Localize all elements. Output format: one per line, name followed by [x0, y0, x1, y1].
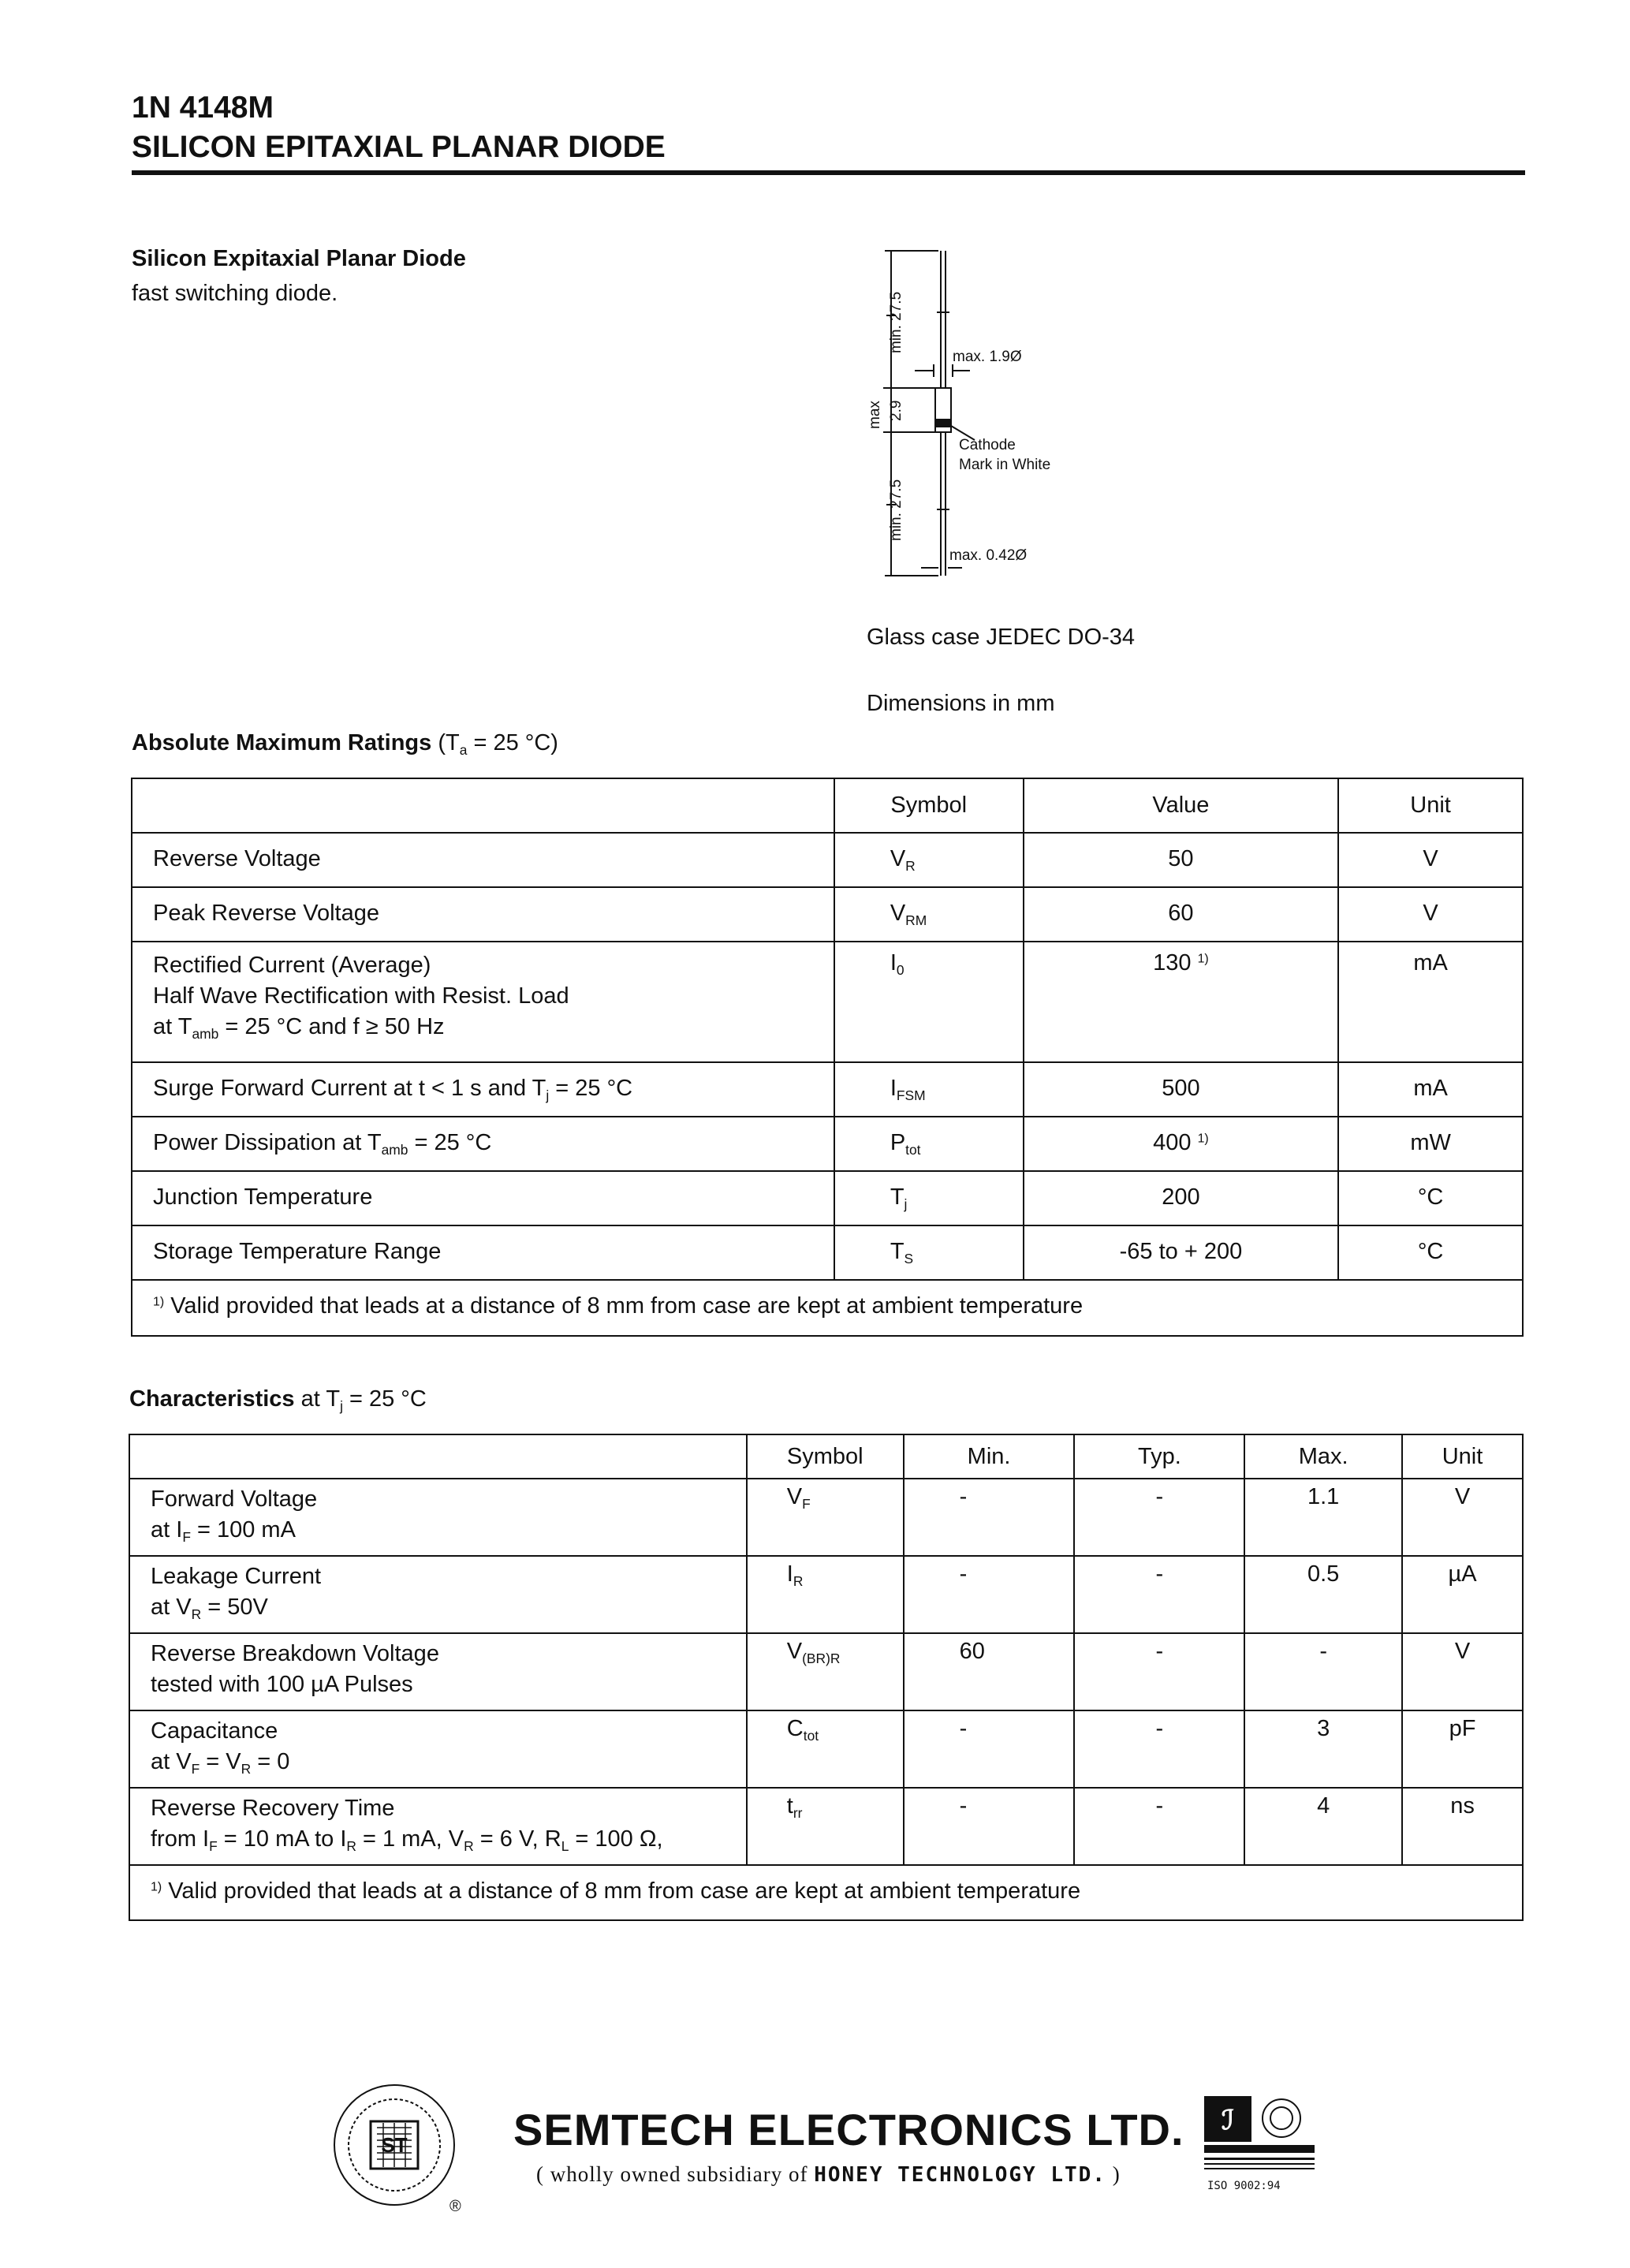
- symbol-cell: $V_R$: [834, 833, 1024, 887]
- unit-cell: ns: [1402, 1788, 1523, 1865]
- unit-cell: µA: [1402, 1556, 1523, 1633]
- intro-text: fast switching diode.: [132, 281, 338, 306]
- param-cell: Leakage Current at $V_R = 50V$: [129, 1556, 747, 1633]
- header-cell-empty: [132, 778, 834, 833]
- header-symbol: Symbol: [834, 778, 1024, 833]
- footnote-cell: $^{1)}$ Valid provided that leads at a distance of 8 mm from case are kept at ambient temperature: [129, 1865, 1523, 1920]
- table-row: [132, 942, 1523, 1062]
- value-cell: 200: [1024, 1171, 1339, 1225]
- characteristics-table: [129, 1434, 1524, 1921]
- table-row: [132, 887, 1523, 942]
- table-header-row: [132, 778, 1523, 833]
- header-symbol: Symbol: [747, 1434, 904, 1479]
- body-length-label: 2.9: [888, 400, 905, 421]
- symbol-cell: $t_{rr}$: [747, 1788, 904, 1865]
- param-cell: Junction Temperature: [132, 1171, 834, 1225]
- footnote-row: [132, 1280, 1523, 1336]
- unit-cell: mW: [1338, 1117, 1523, 1171]
- absolute-max-ratings-table: [131, 778, 1524, 1337]
- min-cell: 60: [904, 1633, 1075, 1710]
- header-unit: Unit: [1402, 1434, 1523, 1479]
- characteristics-heading: Characteristics at $T_j = 25$ °C: [129, 1386, 427, 1415]
- unit-cell: V: [1402, 1633, 1523, 1710]
- semtech-logo-icon: [331, 2082, 469, 2216]
- footnote-cell: $^{1)}$ Valid provided that leads at a distance of 8 mm from case are kept at ambient temperature: [132, 1280, 1523, 1336]
- symbol-cell: $C_{tot}$: [747, 1710, 904, 1788]
- value-cell: -65 to + 200: [1024, 1225, 1339, 1280]
- min-lead-bottom-label: min. 27.5: [888, 479, 905, 541]
- symbol-cell: $T_S$: [834, 1225, 1024, 1280]
- abs-max-heading: Absolute Maximum Ratings ($T_a = 25$ °C): [132, 730, 558, 759]
- min-lead-top-label: min. 27.5: [888, 291, 905, 353]
- table-row: [129, 1788, 1523, 1865]
- max-cell: 0.5: [1244, 1556, 1402, 1633]
- symbol-cell: $I_{FSM}$: [834, 1062, 1024, 1117]
- header-typ: Typ.: [1074, 1434, 1244, 1479]
- symbol-cell: $P_{tot}$: [834, 1117, 1024, 1171]
- part-number: 1N 4148M: [132, 91, 274, 125]
- table-row: [132, 1062, 1523, 1117]
- title-rule: [132, 170, 1525, 175]
- typ-cell: -: [1074, 1633, 1244, 1710]
- table-row: [132, 1225, 1523, 1280]
- header-unit: Unit: [1338, 778, 1523, 833]
- unit-cell: mA: [1338, 1062, 1523, 1117]
- typ-cell: -: [1074, 1788, 1244, 1865]
- cathode-band: [935, 420, 951, 427]
- dimensions-note: Dimensions in mm: [867, 691, 1055, 716]
- header-value: Value: [1024, 778, 1339, 833]
- param-cell: Rectified Current (Average) Half Wave Rectification with Resist. Load at $T_{amb} = 25$ °C and f ≥ 50 Hz: [132, 942, 834, 1062]
- table-row: [132, 1117, 1523, 1171]
- min-cell: -: [904, 1710, 1075, 1788]
- symbol-cell: $T_j$: [834, 1171, 1024, 1225]
- param-cell: Reverse Breakdown Voltage tested with 100 µA Pulses: [129, 1633, 747, 1710]
- symbol-cell: $V_{(BR)R}$: [747, 1633, 904, 1710]
- unit-cell: pF: [1402, 1710, 1523, 1788]
- param-cell: Forward Voltage at $I_F = 100$ mA: [129, 1479, 747, 1556]
- value-cell: 500: [1024, 1062, 1339, 1117]
- param-cell: Capacitance at $V_F = V_R = 0$: [129, 1710, 747, 1788]
- symbol-cell: $V_F$: [747, 1479, 904, 1556]
- table-header-row: [129, 1434, 1523, 1479]
- table-row: [129, 1556, 1523, 1633]
- param-cell: Reverse Voltage: [132, 833, 834, 887]
- table-row: [129, 1710, 1523, 1788]
- min-cell: -: [904, 1556, 1075, 1633]
- value-cell: 60: [1024, 887, 1339, 942]
- max-cell: 4: [1244, 1788, 1402, 1865]
- footnote-row: [129, 1865, 1523, 1920]
- param-cell: Peak Reverse Voltage: [132, 887, 834, 942]
- unit-cell: V: [1402, 1479, 1523, 1556]
- param-cell: Power Dissipation at $T_{amb} = 25$ °C: [132, 1117, 834, 1171]
- company-subsidiary: ( wholly owned subsidiary of HONEY TECHNOLOGY LTD. ): [536, 2162, 1121, 2187]
- value-cell: 50: [1024, 833, 1339, 887]
- intro-heading: Silicon Expitaxial Planar Diode: [132, 246, 466, 271]
- svg-text:®: ®: [449, 2198, 461, 2215]
- cathode-mark-label: Mark in White: [959, 457, 1051, 473]
- company-name: SEMTECH ELECTRONICS LTD.: [513, 2105, 1184, 2154]
- max-body-dia-label: max. 1.9Ø: [953, 349, 1022, 365]
- table-row: [129, 1633, 1523, 1710]
- svg-text:ℐ: ℐ: [1222, 2106, 1234, 2136]
- unit-cell: °C: [1338, 1225, 1523, 1280]
- table-row: [132, 1171, 1523, 1225]
- value-cell: 400 $^{1)}$: [1024, 1117, 1339, 1171]
- symbol-cell: $I_0$: [834, 942, 1024, 1062]
- header-cell-empty: [129, 1434, 747, 1479]
- typ-cell: -: [1074, 1710, 1244, 1788]
- max-cell: 1.1: [1244, 1479, 1402, 1556]
- max-cell: 3: [1244, 1710, 1402, 1788]
- svg-text:ISO 9002:94: ISO 9002:94: [1207, 2180, 1281, 2192]
- header-min: Min.: [904, 1434, 1075, 1479]
- unit-cell: V: [1338, 833, 1523, 887]
- cathode-label: Cathode: [959, 437, 1016, 453]
- min-cell: -: [904, 1788, 1075, 1865]
- param-cell: Storage Temperature Range: [132, 1225, 834, 1280]
- param-cell: Reverse Recovery Time from $I_F = 10$ mA to $I_R = 1$ mA, $V_R = 6$ V, $R_L = 100$ Ω,: [129, 1788, 747, 1865]
- unit-cell: °C: [1338, 1171, 1523, 1225]
- symbol-cell: $I_R$: [747, 1556, 904, 1633]
- document-title: SILICON EPITAXIAL PLANAR DIODE: [132, 130, 666, 164]
- symbol-cell: $V_{RM}$: [834, 887, 1024, 942]
- param-cell: Surge Forward Current at t < 1 s and $T_j = 25$ °C: [132, 1062, 834, 1117]
- typ-cell: -: [1074, 1556, 1244, 1633]
- table-row: [129, 1479, 1523, 1556]
- header-max: Max.: [1244, 1434, 1402, 1479]
- unit-cell: V: [1338, 887, 1523, 942]
- case-note: Glass case JEDEC DO-34: [867, 625, 1136, 650]
- svg-text:ST: ST: [381, 2133, 408, 2157]
- unit-cell: mA: [1338, 942, 1523, 1062]
- package-drawing: [852, 237, 1104, 591]
- value-cell: 130 $^{1)}$: [1024, 942, 1339, 1062]
- typ-cell: -: [1074, 1479, 1244, 1556]
- min-cell: -: [904, 1479, 1075, 1556]
- table-row: [132, 833, 1523, 887]
- iso-certification-icon: [1203, 2090, 1321, 2208]
- body-max-label: max: [867, 401, 883, 429]
- max-cell: -: [1244, 1633, 1402, 1710]
- max-lead-dia-label: max. 0.42Ø: [949, 547, 1028, 564]
